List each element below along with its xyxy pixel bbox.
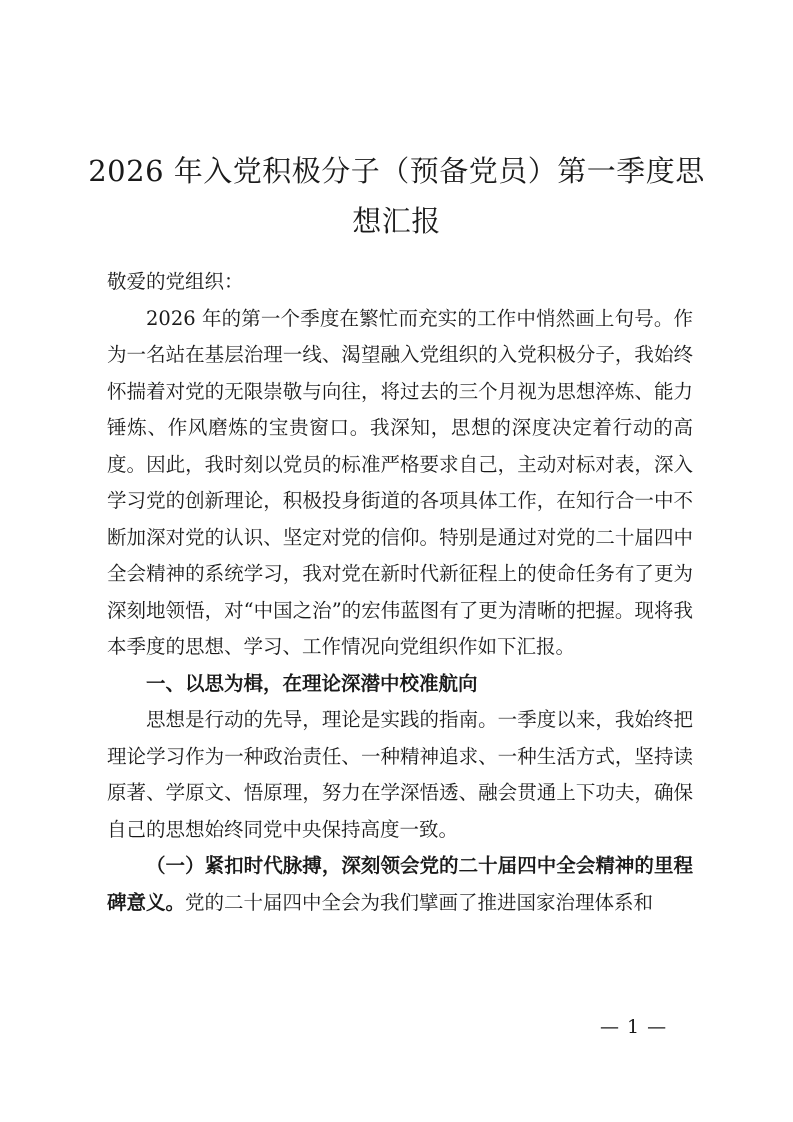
section-1-paragraph: 思想是行动的先导，理论是实践的指南。一季度以来，我始终把理论学习作为一种政治责任、一种精神追求、一种生活方式，坚持读原著、学原文、悟原理，努力在学深悟透、融会贯通上下功夫，确保自己的思想始终同党中央保持高度一致。 (107, 708, 693, 841)
section-heading-1: 一、以思为楫，在理论深潜中校准航向 (146, 671, 478, 695)
intro-paragraph: 2026 年的第一个季度在繁忙而充实的工作中悄然画上句号。作为一名站在基层治理一线、渴望融入党组织的入党积极分子，我始终怀揣着对党的无限崇敬与向往，将过去的三个月视为思想淬炼、能力锤炼、作风磨炼的宝贵窗口。我深知，思想的深度决定着行动的高度。因此，我时刻以党员的标准严格要求自己，主动对标对表，深入学习党的创新理论，积极投身街道的各项具体工作，在知行合一中不断加深对党的认识、坚定对党的信仰。特别是通过对党的二十届四中全会精神的系统学习，我对党在新时代新征程上的使命任务有了更为深刻地领悟，对“中国之治”的宏伟蓝图有了更为清晰的把握。现将我本季度的思想、学习、工作情况向党组织作如下汇报。 (107, 306, 693, 658)
subsection-1-lead: （一）紧扣时代脉搏，深刻领会党的二十届四中全会精神的里程碑意义。 (107, 854, 693, 914)
salutation: 敬爱的党组织： (107, 270, 244, 293)
subsection-1-text: 党的二十届四中全会为我们擘画了推进国家治理体系和 (185, 890, 654, 914)
page-number: — 1 — (600, 1016, 668, 1038)
document-body (107, 264, 693, 921)
subsection-1-paragraph (107, 848, 693, 921)
document-title: 2026 年入党积极分子（预备党员）第一季度思想汇报 (88, 154, 705, 238)
